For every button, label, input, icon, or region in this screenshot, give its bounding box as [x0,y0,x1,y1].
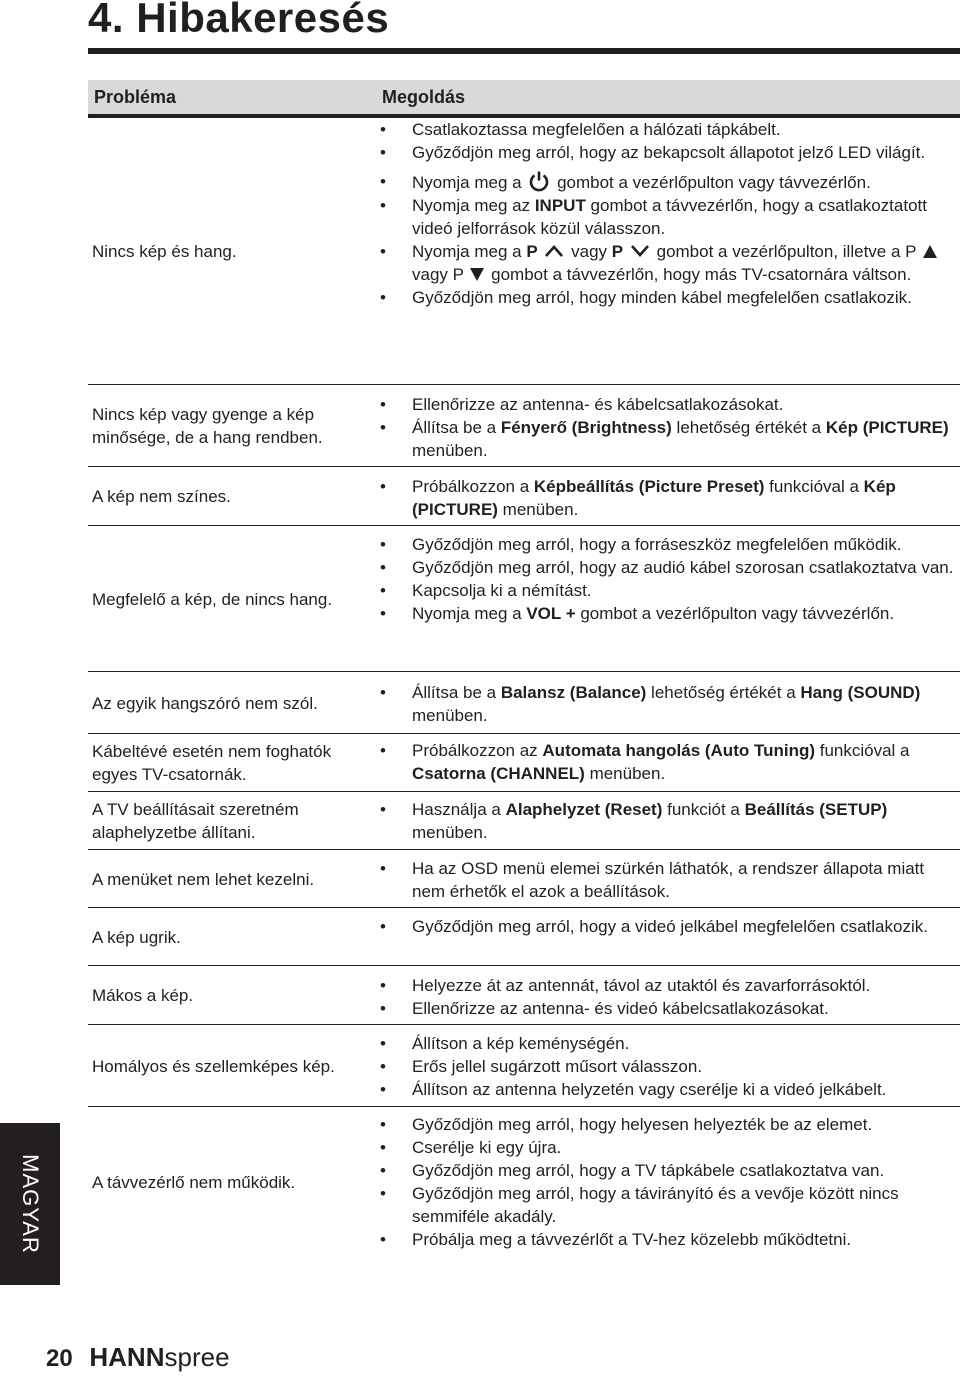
triangle-up-icon [923,245,937,258]
solution-cell [376,118,960,385]
list-item: • Erős jellel sugárzott műsort válasszon. [376,1055,960,1078]
problem-cell: Kábeltévé esetén nem foghatók egyes TV-csatornák. [92,742,332,784]
table-row [88,118,960,385]
title-rule [88,48,960,54]
problem-cell: Nincs kép vagy gyenge a kép minősége, de a hang rendben. [92,405,323,447]
list-item: • Próbálkozzon a Képbeállítás (Picture Preset) funkcióval a Kép (PICTURE) menüben. [376,475,960,521]
solution-cell [376,739,960,792]
table-row [88,526,960,672]
list-item: • Próbálkozzon az Automata hangolás (Auto Tuning) funkcióval a Csatorna (CHANNEL) menüben. [376,739,960,785]
table-row [88,734,960,792]
triangle-down-icon [470,268,484,281]
solution-cell [376,1113,960,1257]
list-item: • Állítsa be a Fényerő (Brightness) lehetőség értékét a Kép (PICTURE) menüben. [376,416,960,462]
list-item: • Győződjön meg arról, hogy a TV tápkábele csatlakoztatva van. [376,1159,960,1182]
chevron-up-icon [544,244,564,258]
list-item: • Nyomja meg a VOL + gombot a vezérlőpulton vagy távvezérlőn. [376,602,960,625]
table-row [88,792,960,850]
list-item: • Győződjön meg arról, hogy a távirányító és a vevője között nincs semmiféle akadály. [376,1182,960,1228]
problem-cell: Megfelelő a kép, de nincs hang. [92,589,333,609]
list-item: • Cserélje ki egy újra. [376,1136,960,1159]
list-item: • Ellenőrizze az antenna- és kábelcsatlakozásokat. [376,393,960,416]
solution-cell [376,1032,960,1107]
solution-cell [376,798,960,850]
list-item: • Használja a Alaphelyzet (Reset) funkciót a Beállítás (SETUP) menüben. [376,798,960,844]
list-item: • Helyezze át az antennát, távol az utaktól és zavarforrásoktól. [376,974,960,997]
chevron-down-icon [630,244,650,258]
list-item: • Nyomja meg az INPUT gombot a távvezérlőn, hogy a csatlakoztatott videó jelforrások közül válasszon. [376,194,960,240]
solution-cell [376,681,960,734]
problem-cell: Homályos és szellemképes kép. [92,1056,335,1076]
list-item: • Állítsa be a Balansz (Balance) lehetőség értékét a Hang (SOUND) menüben. [376,681,960,727]
list-item: • Győződjön meg arról, hogy a videó jelkábel megfelelően csatlakozik. [376,915,960,938]
page-number: 20 [46,1345,73,1372]
table-header [88,80,960,118]
table-row [88,966,960,1025]
table-row [88,467,960,526]
problem-cell: A TV beállításait szeretném alaphelyzetbe állítani. [92,800,299,842]
page-title: 4. Hibakeresés [88,0,390,41]
solution-cell [376,393,960,467]
table-row [88,908,960,966]
brand-logo: HANNspree [89,1342,230,1372]
solution-cell [376,974,960,1025]
list-item: • Ha az OSD menü elemei szürkén láthatók, a rendszer állapota miatt nem érhetők el azok a beállítások. [376,857,960,903]
solution-cell [376,475,960,526]
list-item: • Győződjön meg arról, hogy az bekapcsolt állapotot jelző LED világít. [376,141,960,164]
table-row [88,1025,960,1107]
solution-cell [376,533,960,672]
solution-cell [376,857,960,908]
table-row [88,850,960,908]
list-item: • Kapcsolja ki a némítást. [376,579,960,602]
problem-cell: A menüket nem lehet kezelni. [92,869,315,889]
table-row [88,1107,960,1257]
list-item: • Állítson az antenna helyzetén vagy cserélje ki a videó jelkábelt. [376,1078,960,1101]
list-item: • Győződjön meg arról, hogy helyesen helyezték be az elemet. [376,1113,960,1136]
list-item: • Győződjön meg arról, hogy a forráseszköz megfelelően működik. [376,533,960,556]
solution-cell [376,915,960,966]
list-item: • Nyomja meg a gombot a vezérlőpulton vagy távvezérlőn. [376,170,960,194]
header-solution: Megoldás [382,87,466,107]
list-item: • Csatlakoztassa megfelelően a hálózati tápkábelt. [376,118,960,141]
problem-cell: Az egyik hangszóró nem szól. [92,693,318,713]
problem-cell: A távvezérlő nem működik. [92,1172,296,1192]
header-problem: Probléma [94,87,177,107]
language-tab [0,1123,60,1285]
problem-cell: Mákos a kép. [92,986,194,1005]
list-item: • Ellenőrizze az antenna- és videó kábelcsatlakozásokat. [376,997,960,1020]
list-item: • Győződjön meg arról, hogy minden kábel megfelelően csatlakozik. [376,286,960,309]
power-icon [528,170,550,192]
language-label: MAGYAR [18,1154,43,1254]
list-item: • Állítson a kép keménységén. [376,1032,960,1055]
problem-cell: A kép nem színes. [92,487,231,506]
list-item: • Győződjön meg arról, hogy az audió kábel szorosan csatlakoztatva van. [376,556,960,579]
table-row [88,672,960,734]
problem-cell: A kép ugrik. [92,927,181,947]
footer [46,1342,230,1373]
list-item: • Próbálja meg a távvezérlőt a TV-hez közelebb működtetni. [376,1228,960,1251]
list-item: • Nyomja meg a P vagy P gombot a vezérlőpulton, illetve a P vagy P gombot a távvezérlőn, hogy más TV-csatornára váltson. [376,240,960,286]
table-row [88,385,960,467]
problem-cell: Nincs kép és hang. [92,242,237,261]
